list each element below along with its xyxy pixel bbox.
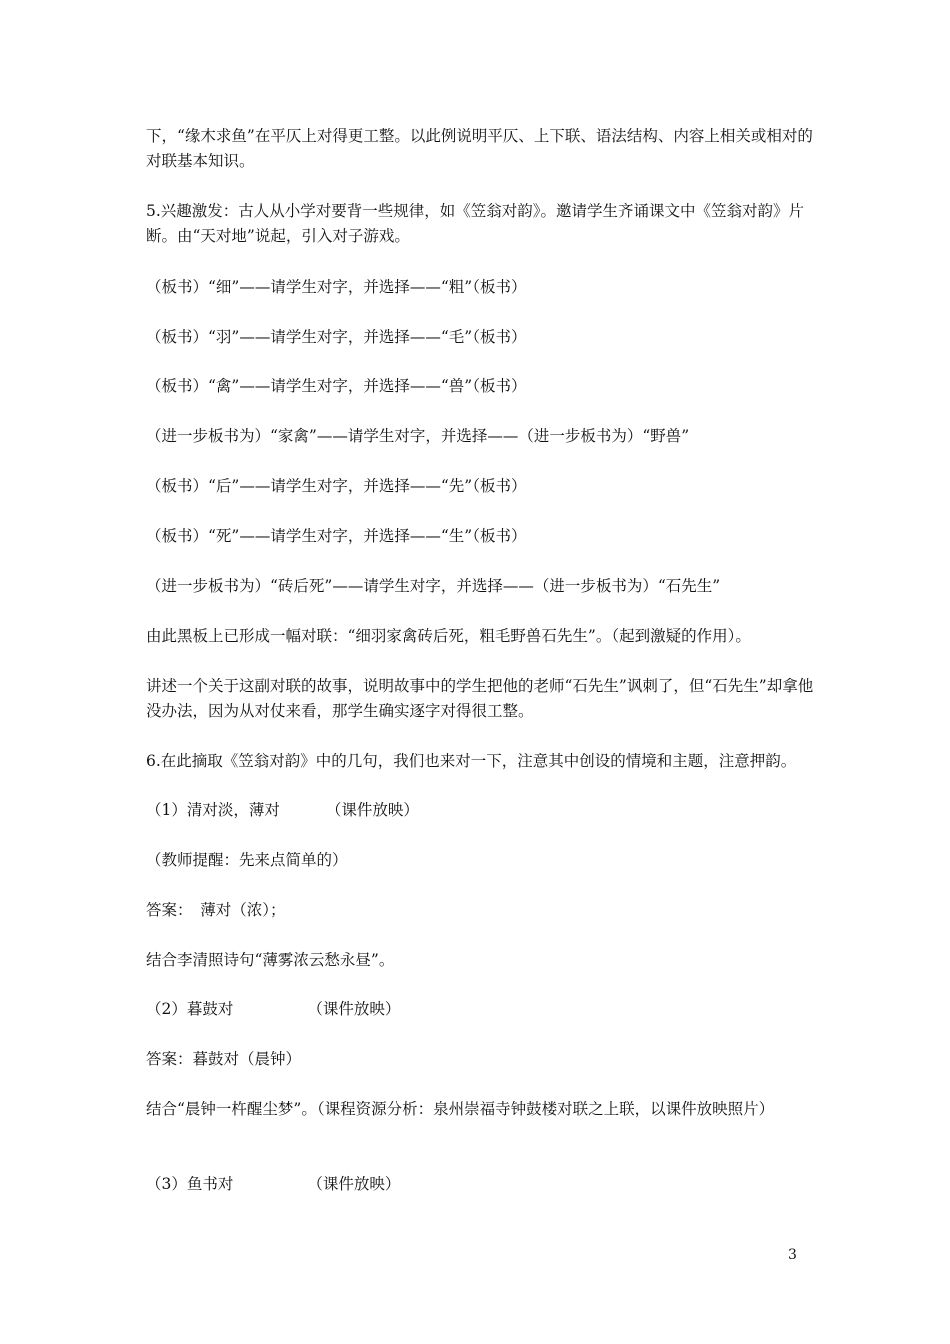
exercise-item-3 — [146, 1172, 816, 1197]
paragraph-excerpt-instruction: 6.在此摘取《笠翁对韵》中的几句，我们也来对一下，注意其中创设的情境和主题，注意押韵。 — [146, 752, 797, 770]
exercise-item-2-text: （2）暮鼓对 — [146, 1000, 234, 1018]
exercise-item-2 — [146, 997, 816, 1022]
combine-1: 结合李清照诗句“薄雾浓云愁永昼”。 — [146, 951, 395, 969]
board-line-xi: （板书）“细”——请学生对字，并选择——“粗”（板书） — [146, 278, 527, 296]
board-line-yu: （板书）“羽”——请学生对字，并选择——“毛”（板书） — [146, 328, 527, 346]
exercise-item-2-note: （课件放映） — [307, 1000, 401, 1018]
page-number: 3 — [788, 1247, 797, 1263]
exercise-item-1-text: （1）清对淡，薄对 — [146, 801, 280, 819]
exercise-item-1-note: （课件放映） — [325, 801, 419, 819]
exercise-item-1 — [146, 798, 816, 823]
exercise-item-3-text: （3）鱼书对 — [146, 1175, 234, 1193]
answer-2: 答案：暮鼓对（晨钟） — [146, 1050, 302, 1068]
paragraph-couplet-formed: 由此黑板上已形成一幅对联：“细羽家禽砖后死，粗毛野兽石先生”。（起到激疑的作用）。 — [146, 627, 751, 645]
board-line-hou: （板书）“后”——请学生对字，并选择——“先”（板书） — [146, 477, 527, 495]
teacher-hint: （教师提醒：先来点简单的） — [146, 851, 348, 869]
board-line-qin: （板书）“禽”——请学生对字，并选择——“兽”（板书） — [146, 377, 527, 395]
paragraph-couplet-story: 讲述一个关于这副对联的故事，说明故事中的学生把他的老师“石先生”讽刺了，但“石先生”却拿他没办法，因为从对仗来看，那学生确实逐字对得很工整。 — [146, 677, 814, 720]
paragraph-flat-oblique-intro: 下，“缘木求鱼”在平仄上对得更工整。以此例说明平仄、上下联、语法结构、内容上相关或相对的对联基本知识。 — [146, 127, 813, 170]
board-line-jiaqin: （进一步板书为）“家禽”——请学生对字，并选择——（进一步板书为）“野兽” — [146, 427, 690, 445]
board-line-si: （板书）“死”——请学生对字，并选择——“生”（板书） — [146, 527, 527, 545]
exercise-item-3-note: （课件放映） — [307, 1175, 401, 1193]
combine-2: 结合“晨钟一杵醒尘梦”。（课程资源分析：泉州崇福寺钟鼓楼对联之上联，以课件放映照片） — [146, 1100, 775, 1118]
paragraph-interest-stimulation: 5.兴趣激发：古人从小学对要背一些规律，如《笠翁对韵》。邀请学生齐诵课文中《笠翁对韵》片断。由“天对地”说起，引入对子游戏。 — [146, 202, 805, 245]
answer-1: 答案： 薄对（浓）； — [146, 901, 286, 919]
board-line-zhuanhousi: （进一步板书为）“砖后死”——请学生对字，并选择——（进一步板书为）“石先生” — [146, 577, 721, 595]
